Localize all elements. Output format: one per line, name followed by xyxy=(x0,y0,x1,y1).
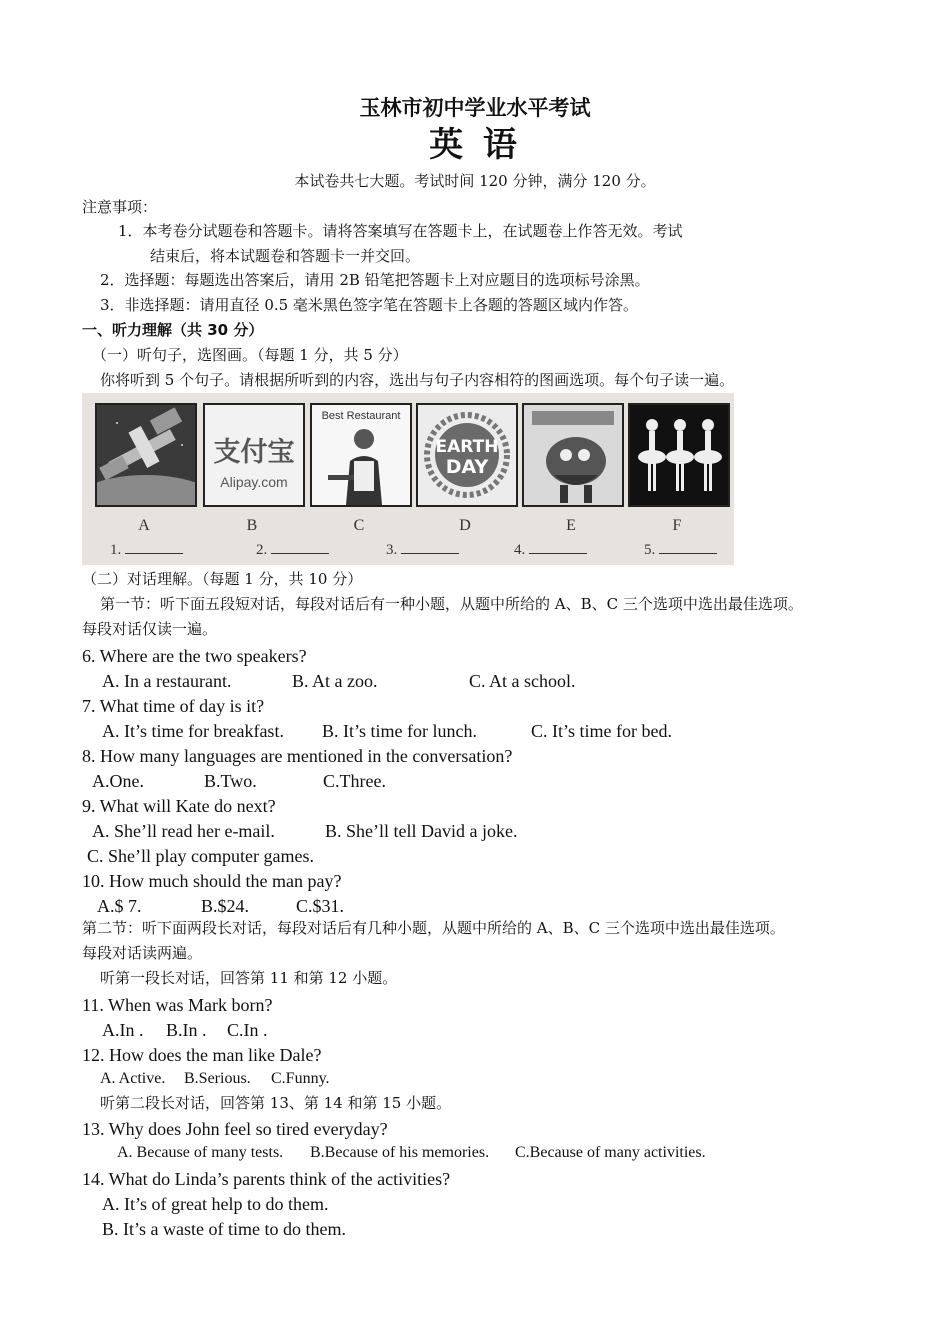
question-12: 12. How does the man like Dale? xyxy=(82,1045,322,1065)
picture-label-c: C xyxy=(353,517,365,534)
question-8: 8. How many languages are mentioned in the conversation? xyxy=(82,746,513,766)
waitress-icon xyxy=(310,403,412,507)
q12-option-b: B.Serious. xyxy=(184,1070,251,1087)
dialog1-instructions: 听第一段长对话，回答第 11 和第 12 小题。 xyxy=(100,969,398,987)
q7-option-b: B. It’s time for lunch. xyxy=(322,721,477,741)
alipay-url-text: Alipay.com xyxy=(220,474,288,490)
q6-option-b: B. At a zoo. xyxy=(292,671,378,691)
q9-option-b: B. She’ll tell David a joke. xyxy=(325,821,518,841)
q13-option-a: A. Because of many tests. xyxy=(117,1144,284,1161)
alipay-logo-icon xyxy=(203,403,305,507)
q10-option-a: A.$ 7. xyxy=(97,896,142,916)
earth-day-icon xyxy=(416,403,518,507)
q6-option-a: A. In a restaurant. xyxy=(102,671,232,691)
q8-option-a: A.One. xyxy=(92,771,144,791)
dialog2-instructions: 听第二段长对话，回答第 13、第 14 和第 15 小题。 xyxy=(100,1094,452,1112)
q7-option-a: A. It’s time for breakfast. xyxy=(102,721,284,741)
subject-title: 英 语 xyxy=(429,125,521,165)
part2-sec2-instructions: 第二节：听下面两段长对话，每段对话后有几种小题，从题中所给的 A、B、C 三个选项中选出最佳选项。 xyxy=(82,919,785,937)
q10-option-c: C.$31. xyxy=(296,896,345,916)
q8-option-c: C.Three. xyxy=(323,771,386,791)
notes-heading: 注意事项： xyxy=(82,198,158,216)
part1-heading: （一）听句子，选图画。（每题 1 分，共 5 分） xyxy=(92,346,408,364)
earth-text: EARTH xyxy=(435,437,499,457)
day-text: DAY xyxy=(445,456,489,478)
question-6: 6. Where are the two speakers? xyxy=(82,646,307,666)
part2-heading: （二）对话理解。（每题 1 分，共 10 分） xyxy=(82,570,363,588)
q12-option-c: C.Funny. xyxy=(271,1070,330,1087)
picture-strip xyxy=(82,393,734,565)
part2-sec1-instructions: 第一节：听下面五段短对话，每段对话后有一种小题，从题中所给的 A、B、C 三个选项中选出最佳选项。 xyxy=(100,595,803,613)
q6-option-c: C. At a school. xyxy=(469,671,576,691)
part2-sec2-instructions-cont: 每段对话读两遍。 xyxy=(82,944,203,962)
q7-option-c: C. It’s time for bed. xyxy=(531,721,672,741)
picture-label-f: F xyxy=(672,517,682,534)
best-restaurant-text: Best Restaurant xyxy=(321,410,401,422)
space-station-icon xyxy=(95,403,197,507)
question-10: 10. How much should the man pay? xyxy=(82,871,342,891)
note-item-3: 3．非选择题：请用直径 0.5 毫米黑色签字笔在答题卡上各题的答题区域内作答。 xyxy=(100,296,638,314)
ballet-dancers-icon xyxy=(628,403,730,507)
answer-blank: 2. xyxy=(256,541,329,559)
q13-option-b: B.Because of his memories. xyxy=(310,1144,490,1161)
question-7: 7. What time of day is it? xyxy=(82,696,265,716)
picture-label-e: E xyxy=(566,517,576,534)
q11-option-c: C.In . xyxy=(227,1020,268,1040)
q11-option-a: A.In . xyxy=(102,1020,144,1040)
picture-label-d: D xyxy=(459,517,471,534)
question-11: 11. When was Mark born? xyxy=(82,995,273,1015)
lion-dance-icon xyxy=(522,403,624,507)
q12-option-a: A. Active. xyxy=(100,1070,166,1087)
exam-intro: 本试卷共七大题。考试时间 120 分钟，满分 120 分。 xyxy=(294,172,656,190)
note-item-1: 1．本考卷分试题卷和答题卡。请将答案填写在答题卡上，在试题卷上作答无效。考试 xyxy=(118,222,683,240)
q9-option-a: A. She’ll read her e-mail. xyxy=(92,821,275,841)
question-9: 9. What will Kate do next? xyxy=(82,796,276,816)
part1-instructions: 你将听到 5 个句子。请根据所听到的内容，选出与句子内容相符的图画选项。每个句子读一遍。 xyxy=(100,371,735,389)
section1-heading: 一、听力理解（共 30 分） xyxy=(82,321,264,339)
q9-option-c: C. She’ll play computer games. xyxy=(87,846,314,866)
q10-option-b: B.$24. xyxy=(201,896,250,916)
question-14: 14. What do Linda’s parents think of the activities? xyxy=(82,1169,451,1189)
answer-blank: 3. xyxy=(386,541,459,559)
part2-sec1-instructions-cont: 每段对话仅读一遍。 xyxy=(82,620,218,638)
q13-option-c: C.Because of many activities. xyxy=(515,1144,706,1161)
exam-title: 玉林市初中学业水平考试 xyxy=(359,96,591,120)
answer-blank: 5. xyxy=(644,541,717,559)
answer-blank: 1. xyxy=(110,541,183,559)
question-13: 13. Why does John feel so tired everyday? xyxy=(82,1119,388,1139)
answer-blank: 4. xyxy=(514,541,587,559)
note-item-2: 2．选择题：每题选出答案后，请用 2B 铅笔把答题卡上对应题目的选项标号涂黑。 xyxy=(100,271,650,289)
q14-option-b: B. It’s a waste of time to do them. xyxy=(102,1219,346,1239)
alipay-chinese-text: 支付宝 xyxy=(213,437,295,468)
picture-label-a: A xyxy=(138,517,150,534)
note-item-1-cont: 结束后，将本试题卷和答题卡一并交回。 xyxy=(150,247,421,265)
q8-option-b: B.Two. xyxy=(204,771,257,791)
q14-option-a: A. It’s of great help to do them. xyxy=(102,1194,329,1214)
picture-label-b: B xyxy=(246,517,258,534)
q11-option-b: B.In . xyxy=(166,1020,207,1040)
